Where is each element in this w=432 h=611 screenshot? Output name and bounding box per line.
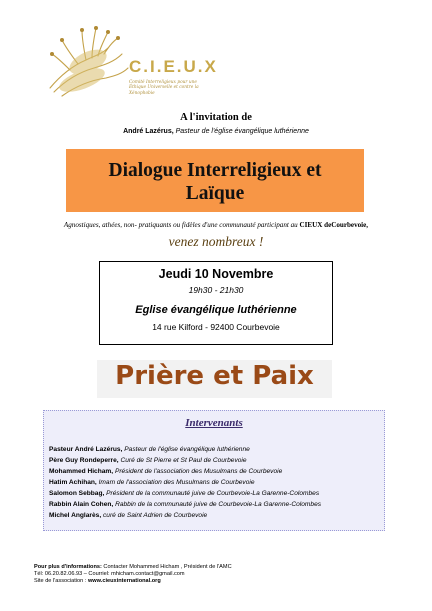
host-role: Pasteur de l'église évangélique luthérienne <box>173 128 309 135</box>
logo-name: C.I.E.U.X <box>129 57 218 76</box>
speaker-name: Hatim Achihan, <box>49 479 97 486</box>
host-name: André Lazérus, <box>123 128 174 135</box>
audience-description: Agnostiques, athées, non- pratiquants ou fidèles d'une communauté participant au <box>63 221 300 229</box>
title-banner <box>66 149 364 212</box>
speaker-role: Président de la communauté juive de Courbevoie-La Garenne-Colombes <box>104 490 320 497</box>
speaker-role: Imam de l'association des Musulmans de Courbevoie <box>96 479 255 486</box>
event-details <box>99 261 333 345</box>
footer-info-text: Contacter Mohammed Hicham , Président de l'AMC <box>101 564 232 570</box>
event-venue: Eglise évangélique luthérienne <box>135 304 297 316</box>
footer-site <box>34 578 232 585</box>
list-item <box>49 468 282 475</box>
footer-site-label: Site de l'association : <box>34 578 88 585</box>
speakers-heading: Intervenants <box>185 417 243 429</box>
welcome-text: venez nombreux ! <box>168 234 264 249</box>
list-item <box>49 512 207 519</box>
list-item <box>49 501 321 508</box>
speaker-role: curé de Saint Adrien de Courbevoie <box>101 512 208 519</box>
title-line-1: Dialogue Interreligieux et <box>108 160 322 181</box>
audience-text <box>0 221 432 229</box>
speaker-role: Président de l'association des Musulmans de Courbevoie <box>113 468 283 475</box>
invitation-line: A l'invitation de <box>180 112 252 123</box>
speakers-panel <box>43 410 385 531</box>
list-item <box>49 457 247 464</box>
event-date: Jeudi 10 Novembre <box>158 267 274 281</box>
speaker-name: Mohammed Hicham, <box>49 468 114 475</box>
event-time: 19h30 - 21h30 <box>188 285 244 295</box>
footer-phone: Tél: 06.20.82.06.93 – Courriel: mhicham.contact@gmail.com <box>34 571 185 578</box>
speaker-name: Rabbin Alain Cohen, <box>49 501 114 508</box>
speaker-role: Rabbin de la communauté juive de Courbevoie-La Garenne-Colombes <box>113 501 322 508</box>
speaker-name: Père Guy Rondeperre, <box>49 457 119 464</box>
footer-site-link[interactable]: www.cieuxinternational.org <box>87 578 161 585</box>
theme-title: Prière et Paix <box>115 361 314 391</box>
footer-info-label: Pour plus d'informations: <box>34 564 102 570</box>
speaker-role: Pasteur de l'église évangélique luthérienne <box>122 446 250 453</box>
logo-subtitle: Comité Interreligieux pour une Éthique Universelle et contre la Xénophobie <box>129 80 199 96</box>
title-line-2: Laïque <box>185 183 245 204</box>
list-item <box>49 446 250 453</box>
hands-icon <box>42 18 130 100</box>
speaker-name: Salomon Sebbag, <box>49 490 105 497</box>
list-item <box>49 479 255 486</box>
list-item <box>49 490 319 497</box>
invitation-host <box>0 128 432 135</box>
speaker-name: Pasteur André Lazérus, <box>49 446 123 453</box>
audience-organization: CIEUX deCourbevoie, <box>299 221 369 229</box>
event-address: 14 rue Kilford - 92400 Courbevoie <box>152 322 280 332</box>
page-title <box>66 159 364 205</box>
speaker-role: Curé de St Pierre et St Paul de Courbevoie <box>118 457 247 464</box>
speaker-name: Michel Anglarès, <box>49 512 102 519</box>
footer-info <box>34 564 232 571</box>
footer-contact <box>34 564 232 586</box>
theme-banner <box>97 360 332 398</box>
